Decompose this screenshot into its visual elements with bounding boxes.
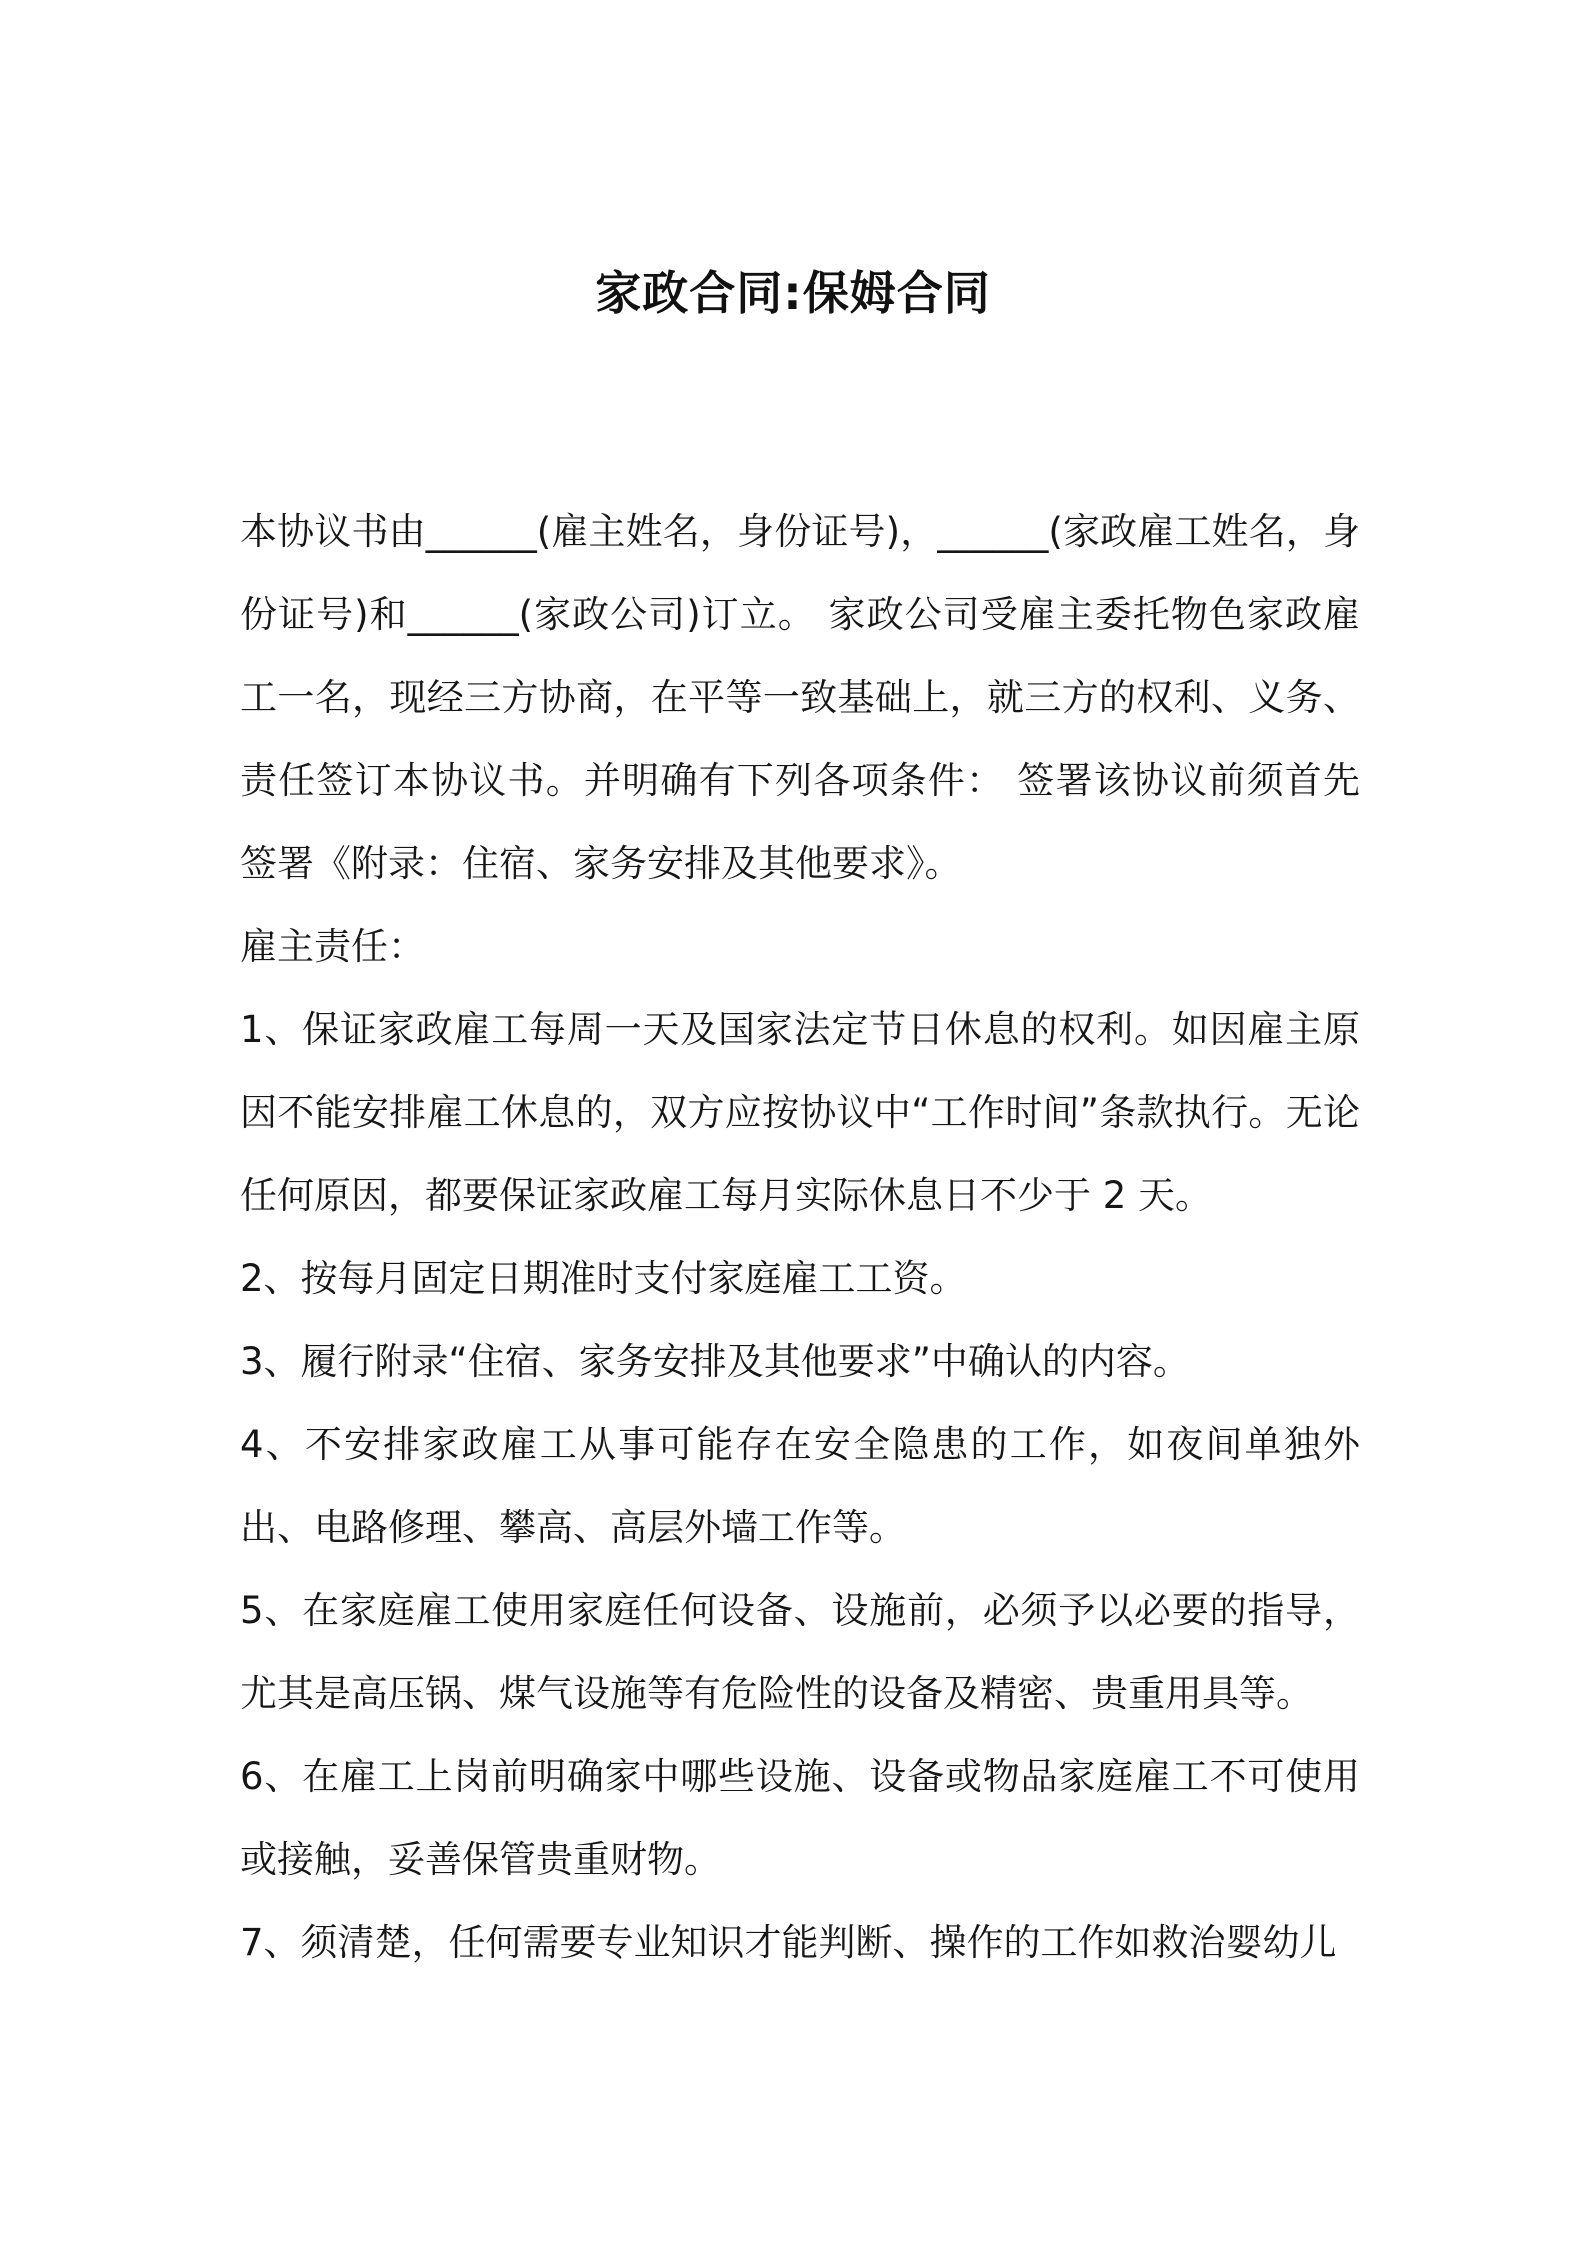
paragraph-clause-4: 4、不安排家政雇工从事可能存在安全隐患的工作，如夜间单独外出、电路修理、攀高、高层外墙工作等。 <box>240 1423 1360 1549</box>
paragraph-clause-7: 7、须清楚，任何需要专业知识才能判断、操作的工作如救治婴幼儿 <box>240 1921 1337 1964</box>
document-body <box>240 490 1360 1984</box>
paragraph-clause-2: 2、按每月固定日期准时支付家庭雇工工资。 <box>240 1257 967 1300</box>
paragraph-clause-5: 5、在家庭雇工使用家庭任何设备、设施前，必须予以必要的指导，尤其是高压锅、煤气设施等有危险性的设备及精密、贵重用具等。 <box>240 1589 1360 1715</box>
paragraph-clause-6: 6、在雇工上岗前明确家中哪些设施、设备或物品家庭雇工不可使用或接触，妥善保管贵重财物。 <box>240 1755 1360 1881</box>
paragraph-intro: 本协议书由______(雇主姓名，身份证号)，______(家政雇工姓名，身份证号)和______(家政公司)订立。 家政公司受雇主委托物色家政雇工一名，现经三方协商，在平等一致基础上，就三方的权利、义务、责任签订本协议书。并明确有下列各项条件： 签署该协议前须首先签署《附录：住宿、家务安排及其他要求》。 <box>240 510 1360 885</box>
paragraph-clause-1: 1、保证家政雇工每周一天及国家法定节日休息的权利。如因雇主原因不能安排雇工休息的，双方应按协议中“工作时间”条款执行。无论任何原因，都要保证家政雇工每月实际休息日不少于 2 天。 <box>240 1008 1360 1217</box>
paragraph-clause-3: 3、履行附录“住宿、家务安排及其他要求”中确认的内容。 <box>240 1340 1190 1383</box>
paragraph-employer-duties-heading: 雇主责任： <box>240 925 425 968</box>
document-title: 家政合同:保姆合同 <box>595 266 991 320</box>
